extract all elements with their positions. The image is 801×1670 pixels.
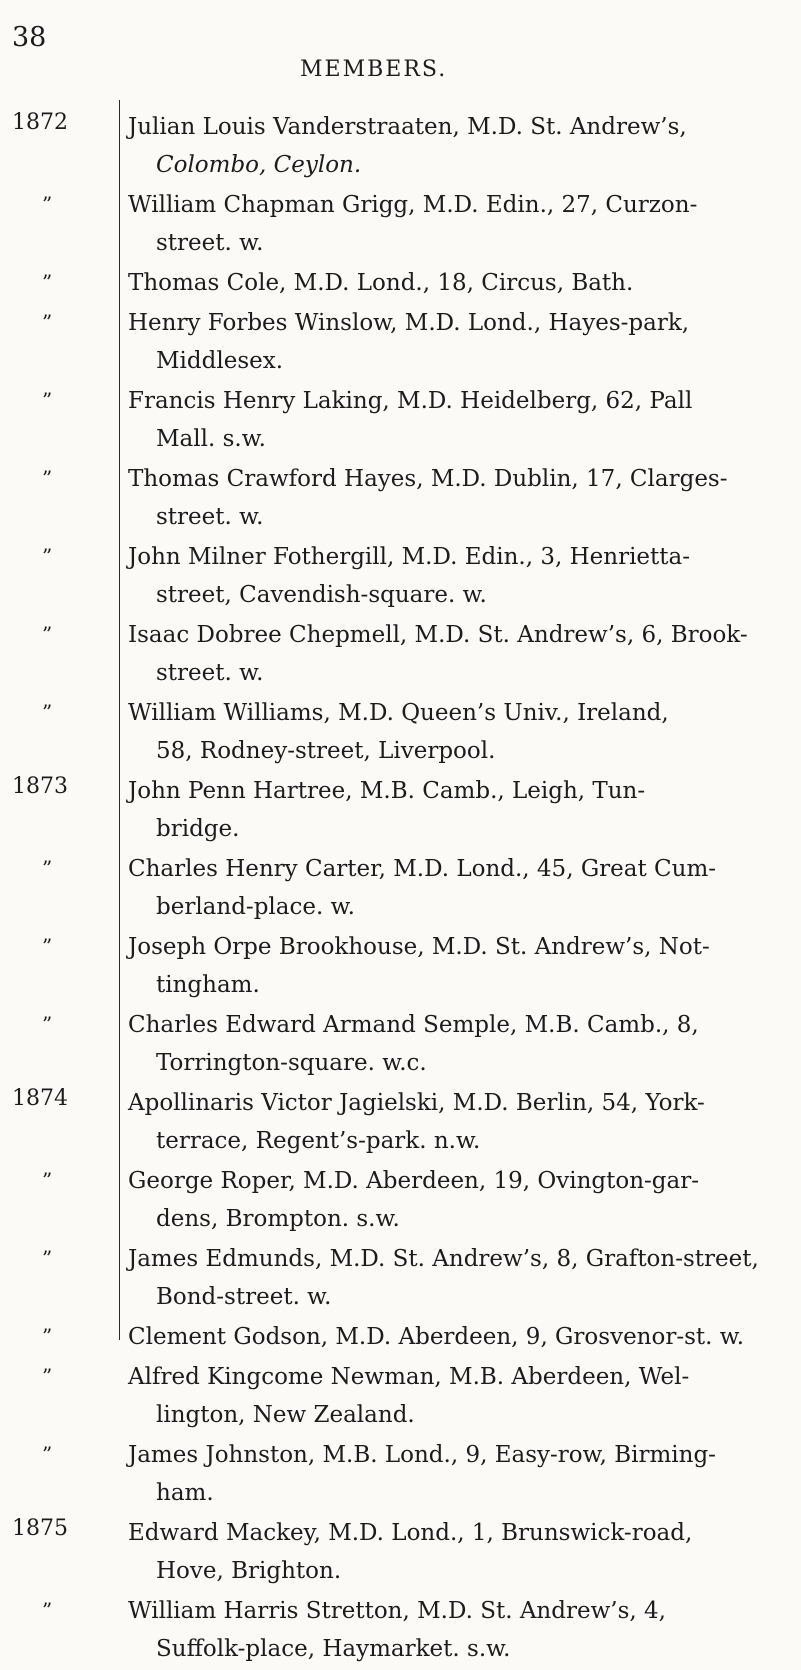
entry-text <box>128 460 788 536</box>
entry-line-1: John Penn Hartree, M.B. Camb., Leigh, Tun- <box>128 778 646 804</box>
entry-text <box>128 616 788 692</box>
entry-line-2: berland-place. w. <box>156 894 355 920</box>
entry-line-1: Julian Louis Vanderstraaten, M.D. St. Andrew’s, <box>128 114 687 140</box>
member-entry <box>0 1592 801 1668</box>
entry-year: ” <box>42 1168 53 1192</box>
entry-line-2: street. w. <box>156 504 264 530</box>
entry-text <box>128 1592 788 1668</box>
entry-text <box>128 850 788 926</box>
entry-line-2: Colombo, Ceylon. <box>156 152 362 178</box>
entry-line-2: dens, Brompton. s.w. <box>156 1206 400 1232</box>
entry-text <box>128 772 788 848</box>
entry-year: ” <box>42 466 53 490</box>
member-entry <box>0 1162 801 1238</box>
entry-text <box>128 264 788 302</box>
entry-text <box>128 1358 788 1434</box>
entry-year: ” <box>42 544 53 568</box>
entry-year: ” <box>42 700 53 724</box>
entry-text <box>128 1240 788 1316</box>
entry-year: ” <box>42 1442 53 1466</box>
entry-text <box>128 1514 788 1590</box>
entry-line-1: Francis Henry Laking, M.D. Heidelberg, 62, Pall <box>128 388 693 414</box>
entry-year: ” <box>42 192 53 216</box>
member-entry <box>0 1240 801 1316</box>
entry-line-2: Hove, Brighton. <box>156 1558 342 1584</box>
member-entry <box>0 304 801 380</box>
member-entry <box>0 1358 801 1434</box>
entry-line-1: James Edmunds, M.D. St. Andrew’s, 8, Grafton-street, <box>128 1246 759 1272</box>
entry-line-2: street, Cavendish-square. w. <box>156 582 487 608</box>
entry-text <box>128 186 788 262</box>
entry-line-1: George Roper, M.D. Aberdeen, 19, Ovington-gar- <box>128 1168 699 1194</box>
member-entry <box>0 382 801 458</box>
entry-line-1: Charles Henry Carter, M.D. Lond., 45, Great Cum- <box>128 856 717 882</box>
entry-year: ” <box>42 1324 53 1348</box>
entry-line-2: terrace, Regent’s-park. n.w. <box>156 1128 481 1154</box>
entry-year: ” <box>42 1598 53 1622</box>
entry-line-1: Thomas Crawford Hayes, M.D. Dublin, 17, Clarges- <box>128 466 728 492</box>
entry-line-1: John Milner Fothergill, M.D. Edin., 3, Henrietta- <box>128 544 691 570</box>
member-entry <box>0 1514 801 1590</box>
entry-year: 1874 <box>12 1086 68 1111</box>
entry-year: ” <box>42 1246 53 1270</box>
page-number: 38 <box>12 22 47 53</box>
entry-line-2: bridge. <box>156 816 240 842</box>
entry-line-2: Mall. s.w. <box>156 426 266 452</box>
entry-line-1: Alfred Kingcome Newman, M.B. Aberdeen, Wel- <box>128 1364 690 1390</box>
entry-year: ” <box>42 388 53 412</box>
member-entry <box>0 694 801 770</box>
entry-line-2: 58, Rodney-street, Liverpool. <box>156 738 496 764</box>
entry-text <box>128 382 788 458</box>
entry-line-2: Bond-street. w. <box>156 1284 332 1310</box>
member-entry <box>0 616 801 692</box>
entry-text <box>128 1436 788 1512</box>
member-entry <box>0 108 801 184</box>
running-head: MEMBERS. <box>300 57 448 82</box>
entry-line-2: street. w. <box>156 230 264 256</box>
entry-line-1: William Chapman Grigg, M.D. Edin., 27, Curzon- <box>128 192 698 218</box>
entry-year: ” <box>42 622 53 646</box>
entry-year: 1873 <box>12 774 68 799</box>
entry-line-1: Joseph Orpe Brookhouse, M.D. St. Andrew’s, Not- <box>128 934 710 960</box>
entry-year: 1872 <box>12 110 68 135</box>
entry-line-1: James Johnston, M.B. Lond., 9, Easy-row, Birming- <box>128 1442 716 1468</box>
entry-text <box>128 304 788 380</box>
entry-year: ” <box>42 1364 53 1388</box>
entry-line-1: Henry Forbes Winslow, M.D. Lond., Hayes-park, <box>128 310 690 336</box>
member-entry <box>0 1084 801 1160</box>
entry-text <box>128 1006 788 1082</box>
entry-year: ” <box>42 1012 53 1036</box>
member-entry <box>0 1006 801 1082</box>
entry-year: ” <box>42 310 53 334</box>
entry-line-2: street. w. <box>156 660 264 686</box>
member-entry <box>0 772 801 848</box>
entry-line-2: lington, New Zealand. <box>156 1402 415 1428</box>
entry-line-2: Suffolk-place, Haymarket. s.w. <box>156 1636 511 1662</box>
entry-line-2: Torrington-square. w.c. <box>156 1050 427 1076</box>
entry-line-1: Isaac Dobree Chepmell, M.D. St. Andrew’s, 6, Brook- <box>128 622 748 648</box>
entry-line-1: Apollinaris Victor Jagielski, M.D. Berlin, 54, York- <box>128 1090 705 1116</box>
entry-text <box>128 1318 788 1356</box>
entry-year: ” <box>42 856 53 880</box>
member-entry <box>0 538 801 614</box>
member-entry <box>0 928 801 1004</box>
entry-year: 1875 <box>12 1516 68 1541</box>
member-entry <box>0 186 801 262</box>
entry-text <box>128 538 788 614</box>
entry-text <box>128 694 788 770</box>
member-entry <box>0 460 801 536</box>
entry-line-1: Edward Mackey, M.D. Lond., 1, Brunswick-road, <box>128 1520 693 1546</box>
entry-line-1: Clement Godson, M.D. Aberdeen, 9, Grosvenor-st. w. <box>128 1324 745 1350</box>
entry-line-1: William Williams, M.D. Queen’s Univ., Ireland, <box>128 700 669 726</box>
member-entry <box>0 264 801 302</box>
entry-line-1: William Harris Stretton, M.D. St. Andrew’s, 4, <box>128 1598 666 1624</box>
entry-text <box>128 108 788 184</box>
entry-line-2: Middlesex. <box>156 348 284 374</box>
entry-year: ” <box>42 270 53 294</box>
member-entry <box>0 1436 801 1512</box>
entry-line-1: Charles Edward Armand Semple, M.B. Camb., 8, <box>128 1012 699 1038</box>
member-entry <box>0 850 801 926</box>
entry-text <box>128 928 788 1004</box>
entry-line-1: Thomas Cole, M.D. Lond., 18, Circus, Bath. <box>128 270 634 296</box>
member-entry <box>0 1318 801 1356</box>
member-list <box>0 108 801 1670</box>
entry-line-2: ham. <box>156 1480 214 1506</box>
entry-text <box>128 1162 788 1238</box>
entry-line-2: tingham. <box>156 972 260 998</box>
entry-text <box>128 1084 788 1160</box>
entry-year: ” <box>42 934 53 958</box>
